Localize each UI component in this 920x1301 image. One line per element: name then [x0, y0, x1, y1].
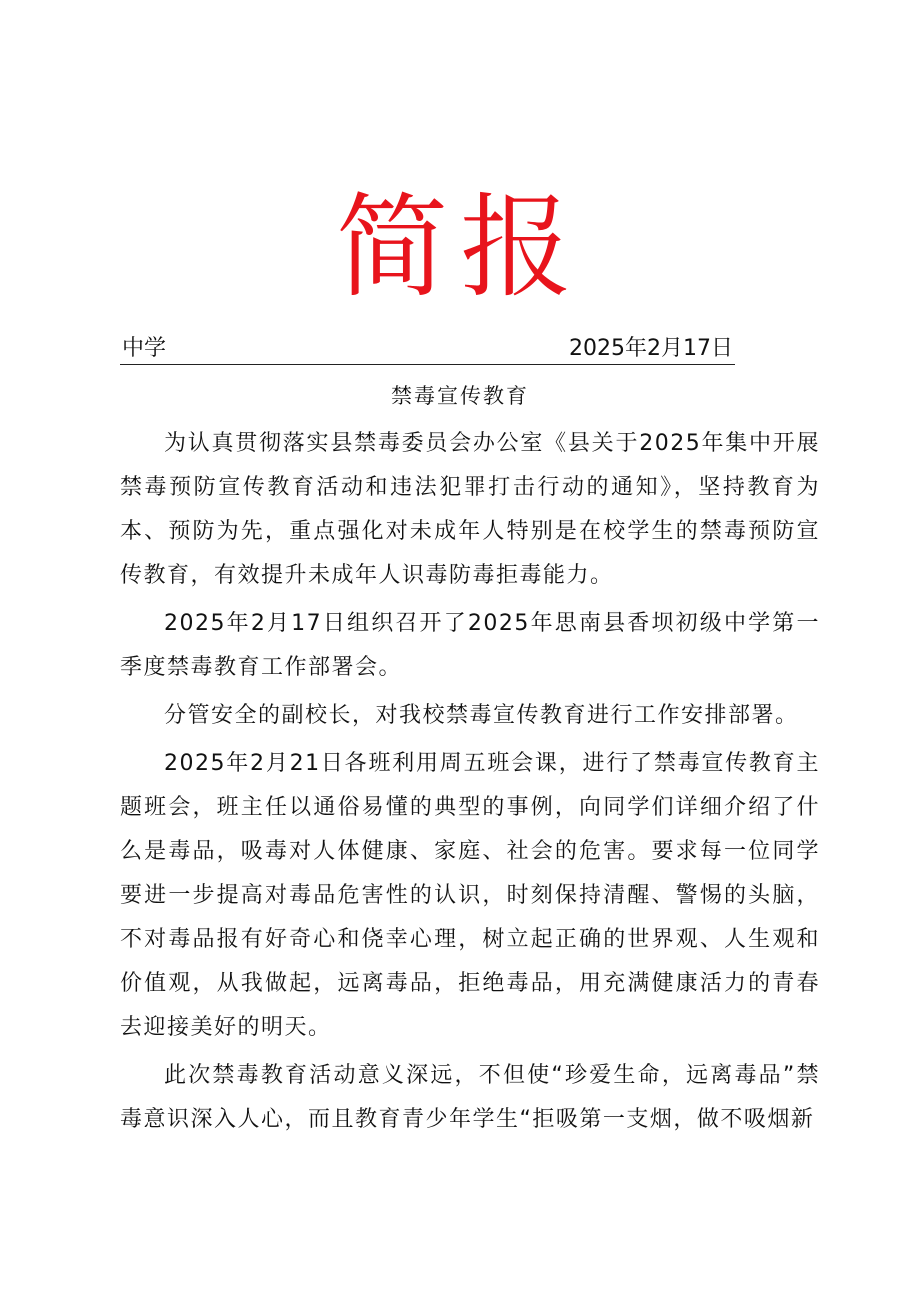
organization-name: 中学	[122, 336, 167, 361]
header-meta-row	[120, 334, 735, 365]
document-body	[120, 422, 820, 1142]
document-title: 禁毒宣传教育	[391, 384, 529, 408]
paragraph: 2025年2月17日组织召开了2025年思南县香坝初级中学第一季度禁毒教育工作部署会。	[120, 611, 820, 680]
paragraph: 2025年2月21日各班利用周五班会课，进行了禁毒宣传教育主题班会，班主任以通俗易懂的典型的事例，向同学们详细介绍了什么是毒品，吸毒对人体健康、家庭、社会的危害。要求每一位同学要进一步提高对毒品危害性的认识，时刻保持清醒、警惕的头脑，不对毒品报有好奇心和侥幸心理，树立起正确的世界观、人生观和价值观，从我做起，远离毒品，拒绝毒品，用充满健康活力的青春去迎接美好的明天。	[120, 751, 820, 1040]
masthead-title: 简报	[336, 183, 584, 313]
paragraph: 此次禁毒教育活动意义深远，不但使“珍爱生命，远离毒品”禁毒意识深入人心，而且教育青少年学生“拒吸第一支烟，做不吸烟新	[120, 1063, 820, 1132]
paragraph: 为认真贯彻落实县禁毒委员会办公室《县关于2025年集中开展禁毒预防宣传教育活动和违法犯罪打击行动的通知》，坚持教育为本、预防为先，重点强化对未成年人特别是在校学生的禁毒预防宣传教育，有效提升未成年人识毒防毒拒毒能力。	[120, 431, 820, 588]
issue-date: 2025年2月17日	[569, 336, 733, 361]
paragraph: 分管安全的副校长，对我校禁毒宣传教育进行工作安排部署。	[164, 703, 799, 728]
